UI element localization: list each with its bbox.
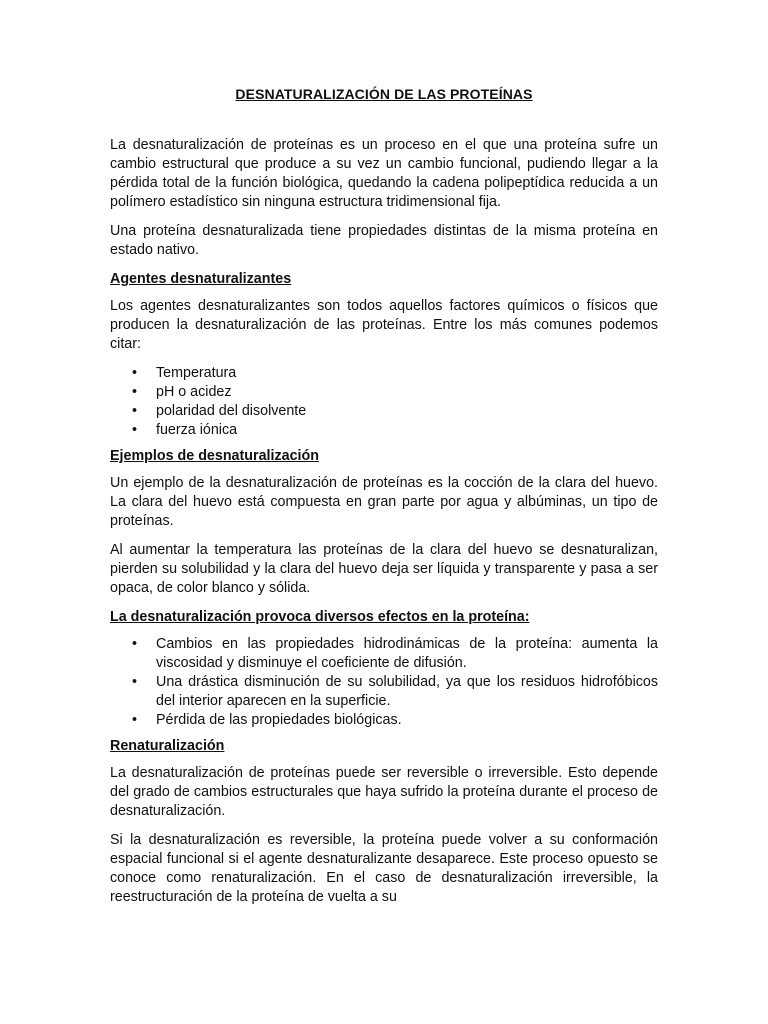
bullet-icon: • [132,403,138,419]
list-item [132,673,658,711]
intro-paragraph: Una proteína desnaturalizada tiene propiedades distintas de la misma proteína en estado nativo. [110,223,658,258]
list-item-text: Cambios en las propiedades hidrodinámicas de la proteína: aumenta la viscosidad y disminuye el coeficiente de difusión. [156,636,658,671]
effects-list [110,635,658,730]
intro-paragraph: La desnaturalización de proteínas es un proceso en el que una proteína sufre un cambio estructural que produce a su vez un cambio funcional, pudiendo llegar a la pérdida total de la función biológica, quedando la cadena polipeptídica reducida a un polímero estadístico sin ninguna estructura tridimensional fija. [110,137,658,210]
bullet-icon: • [132,636,138,652]
section-heading-renaturalization: Renaturalización [110,738,225,754]
document-content [110,85,658,917]
bullet-icon: • [132,422,138,438]
section-heading-agents: Agentes desnaturalizantes [110,271,292,287]
section-heading-examples: Ejemplos de desnaturalización [110,448,319,464]
bullet-icon: • [132,712,138,728]
list-item [132,402,658,421]
examples-paragraph: Al aumentar la temperatura las proteínas de la clara del huevo se desnaturalizan, pierden su solubilidad y la clara del huevo deja ser líquida y transparente y pasa a ser opaca, de color blanco y sólida. [110,542,658,596]
bullet-icon: • [132,365,138,381]
list-item-text: Una drástica disminución de su solubilidad, ya que los residuos hidrofóbicos del interior aparecen en la superficie. [156,674,658,709]
list-item [132,711,658,730]
agents-list [110,364,658,440]
renaturalization-paragraph: La desnaturalización de proteínas puede ser reversible o irreversible. Esto depende del grado de cambios estructurales que haya sufrido la proteína durante el proceso de desnaturalización. [110,765,658,819]
document-title: DESNATURALIZACIÓN DE LAS PROTEÍNAS [235,86,533,102]
list-item-text: fuerza iónica [156,422,238,438]
agents-paragraph: Los agentes desnaturalizantes son todos aquellos factores químicos o físicos que producen la desnaturalización de las proteínas. Entre los más comunes podemos citar: [110,298,658,352]
list-item-text: pH o acidez [156,384,232,400]
list-item [132,421,658,440]
renaturalization-paragraph: Si la desnaturalización es reversible, la proteína puede volver a su conformación espacial funcional si el agente desnaturalizante desaparece. Este proceso opuesto se conoce como renaturalización. En el caso de desnaturalización irreversible, la reestructuración de la proteína de vuelta a su [110,832,658,905]
list-item [132,635,658,673]
list-item-text: Temperatura [156,365,237,381]
list-item-text: Pérdida de las propiedades biológicas. [156,712,402,728]
list-item [132,364,658,383]
examples-paragraph: Un ejemplo de la desnaturalización de proteínas es la cocción de la clara del huevo. La clara del huevo está compuesta en gran parte por agua y albúminas, un tipo de proteínas. [110,475,658,529]
section-heading-effects: La desnaturalización provoca diversos efectos en la proteína: [110,609,530,625]
list-item-text: polaridad del disolvente [156,403,307,419]
list-item [132,383,658,402]
bullet-icon: • [132,674,138,690]
bullet-icon: • [132,384,138,400]
